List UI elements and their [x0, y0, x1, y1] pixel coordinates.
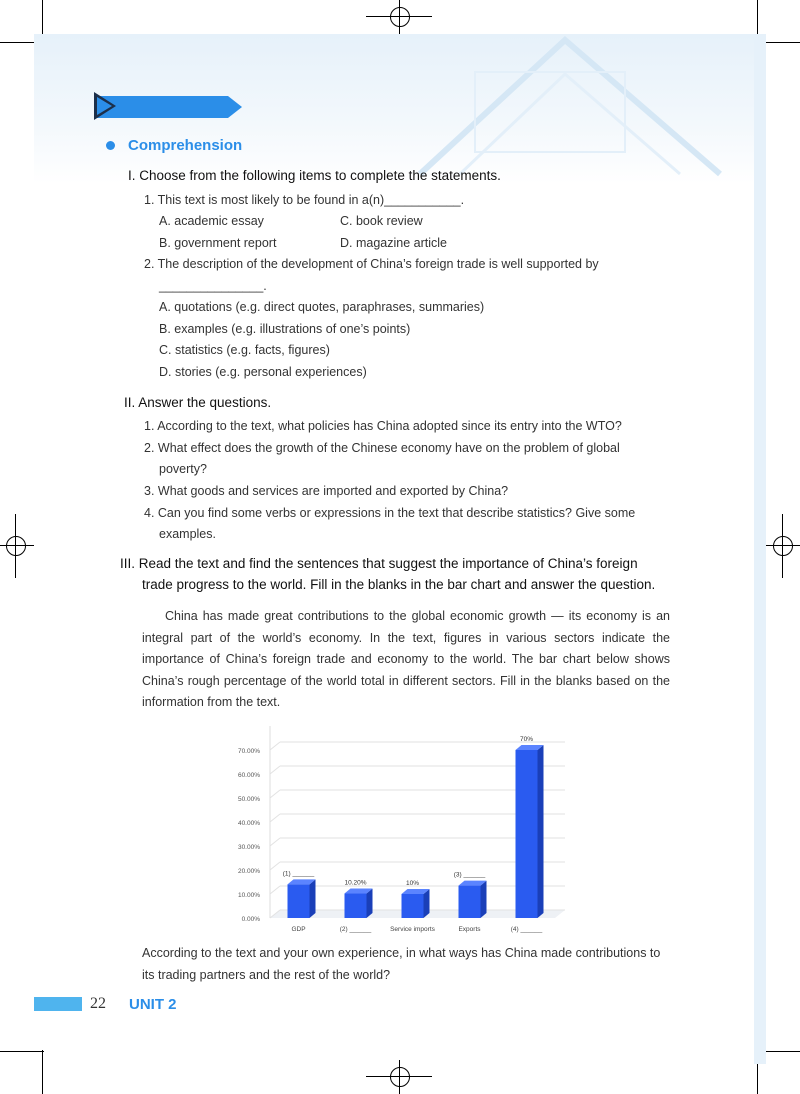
header-roof-decoration — [400, 34, 760, 184]
x-tick-label: GDP — [291, 926, 306, 933]
part1-heading: I. Choose from the following items to complete the statements. — [128, 168, 501, 183]
x-tick-label: (2) ______ — [339, 926, 372, 933]
q1-stem: 1. This text is most likely to be found in a(n)___________. — [144, 193, 465, 207]
bar-side — [481, 881, 487, 918]
y-tick-label: 40.00% — [237, 820, 260, 827]
bar-data-label: (3) ______ — [453, 871, 486, 879]
bar-chart — [230, 716, 575, 936]
registration-mark — [6, 536, 26, 556]
part2-question-4-cont: examples. — [159, 527, 216, 541]
q2-option-a: A. quotations (e.g. direct quotes, paraphrases, summaries) — [159, 300, 485, 314]
part2-heading: II. Answer the questions. — [124, 395, 272, 410]
part2-question-2: 2. What effect does the growth of the Chinese economy have on the problem of global — [144, 441, 620, 455]
gridline-diag — [270, 742, 280, 750]
page-number: 22 — [90, 995, 106, 1012]
bullet-icon — [106, 141, 115, 150]
bar-data-label: 10% — [405, 880, 420, 887]
y-tick-label: 20.00% — [237, 868, 260, 875]
crop-mark — [42, 1050, 43, 1094]
x-tick-label: Exports — [458, 926, 481, 933]
part2-question-4: 4. Can you find some verbs or expressions in the text that describe statistics? Give some — [144, 506, 636, 520]
registration-mark — [399, 1060, 400, 1094]
y-tick-label: 60.00% — [237, 772, 260, 779]
y-tick-label: 10.00% — [237, 892, 260, 899]
q2-option-d: D. stories (e.g. personal experiences) — [159, 365, 367, 379]
play-arrow-inner-icon — [97, 97, 112, 115]
section-title: Comprehension — [128, 137, 243, 154]
registration-mark — [399, 0, 400, 34]
header-banner-tip — [228, 96, 242, 118]
bar-data-label: 70% — [519, 736, 534, 743]
y-tick-label: 30.00% — [237, 844, 260, 851]
part3-question: According to the text and your own experience, in what ways has China made contributions to its trading partners and the rest of the world? — [142, 946, 661, 982]
y-tick-label: 50.00% — [237, 796, 260, 803]
bar — [288, 884, 310, 918]
page-edge-strip — [754, 34, 766, 1064]
gridline-diag — [270, 838, 280, 846]
part2-question-3: 3. What goods and services are imported and exported by China? — [144, 484, 509, 498]
registration-mark — [0, 545, 34, 546]
registration-mark — [766, 545, 800, 546]
registration-mark — [773, 536, 793, 556]
bar-side — [367, 889, 373, 918]
q1-option-b: B. government report — [159, 236, 277, 250]
x-tick-label: Service imports — [390, 926, 435, 933]
crop-mark — [0, 1051, 44, 1052]
y-tick-label: 0.00% — [241, 916, 260, 923]
part2-question-2-cont: poverty? — [159, 462, 207, 476]
q2-option-b: B. examples (e.g. illustrations of one’s points) — [159, 322, 411, 336]
registration-mark — [15, 514, 16, 578]
bar — [459, 886, 481, 918]
registration-mark — [782, 514, 783, 578]
part3-heading-line2: trade progress to the world. Fill in the blanks in the bar chart and answer the question. — [142, 577, 656, 592]
gridline-diag — [270, 886, 280, 894]
q2-stem: 2. The description of the development of China’s foreign trade is well supported by — [144, 257, 599, 271]
unit-label: UNIT 2 — [129, 996, 177, 1013]
gridline-diag — [270, 862, 280, 870]
x-tick-label: (4) ______ — [510, 926, 543, 933]
q1-option-d: D. magazine article — [340, 236, 447, 250]
gridline-diag — [270, 790, 280, 798]
q2-blank: _______________. — [159, 279, 267, 293]
part3-paragraph: China has made great contributions to the global economic growth — its economy is an integral part of the world’s economy. In the text, figures in various sectors indicate the importance of China’s foreign trade and economy to the world. The bar chart below shows China’s rough percentage of the world total in different sectors. Fill in the blanks based on the information from the text. — [142, 609, 670, 710]
bar — [402, 894, 424, 918]
q1-option-a: A. academic essay — [159, 214, 264, 228]
gridline-diag — [270, 766, 280, 774]
footer-bar — [34, 997, 82, 1011]
q1-option-c: C. book review — [340, 214, 423, 228]
bar-side — [538, 745, 544, 918]
gridline-diag — [270, 814, 280, 822]
bar — [345, 894, 367, 918]
y-tick-label: 70.00% — [237, 748, 260, 755]
registration-mark — [390, 7, 410, 27]
bar — [516, 750, 538, 918]
bar-data-label: (1) ______ — [282, 870, 315, 878]
part3-heading-line1: III. Read the text and find the sentences that suggest the importance of China’s foreign — [120, 556, 638, 571]
registration-mark — [390, 1067, 410, 1087]
part2-question-1: 1. According to the text, what policies has China adopted since its entry into the WTO? — [144, 419, 622, 433]
bar-side — [424, 889, 430, 918]
bar-side — [310, 879, 316, 918]
bar-data-label: 10.20% — [344, 879, 367, 887]
q2-option-c: C. statistics (e.g. facts, figures) — [159, 343, 330, 357]
